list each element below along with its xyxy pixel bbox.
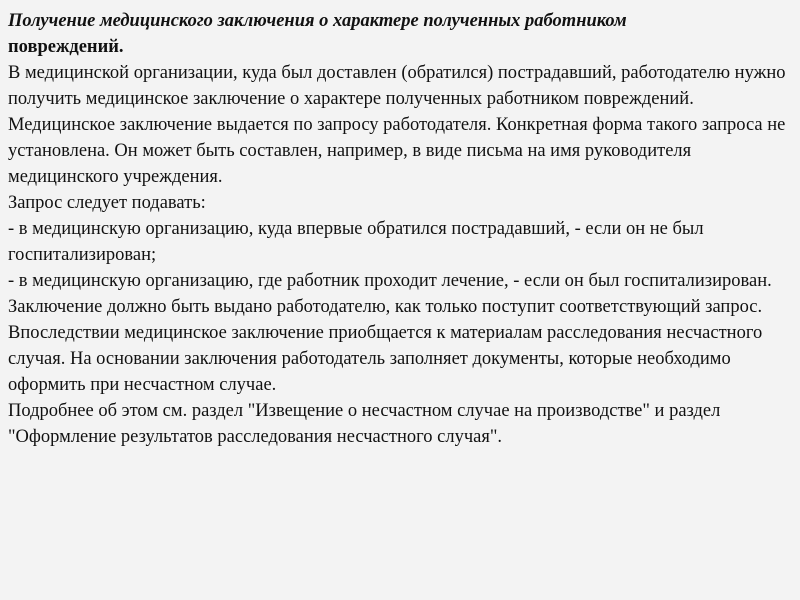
paragraph-investigation: Впоследствии медицинское заключение приобщается к материалам расследования несчастного случая. На основании заключения работодатель заполняет документы, которые необходимо оформить при несчастном случае. xyxy=(8,323,763,395)
list-item-not-hospitalized: - в медицинскую организацию, куда впервые обратился пострадавший, - если он не был госпитализирован; xyxy=(8,219,704,265)
paragraph-issue-conclusion: Заключение должно быть выдано работодателю, как только поступит соответствующий запрос. xyxy=(8,297,763,317)
paragraph-medical-organization: В медицинской организации, куда был доставлен (обратился) пострадавший, работодателю нужно получить медицинское заключение о характере полученных работником повреждений. xyxy=(8,63,786,109)
paragraph-see-also: Подробнее об этом см. раздел "Извещение о несчастном случае на производстве" и раздел "Оформление результатов расследования несчастного случая". xyxy=(8,401,721,447)
list-item-hospitalized: - в медицинскую организацию, где работник проходит лечение, - если он был госпитализирован. xyxy=(8,271,772,291)
document-title xyxy=(8,8,792,60)
title-italic-part: Получение медицинского заключения о характере полученных работником xyxy=(8,11,627,31)
title-rest-part: повреждений. xyxy=(8,37,124,57)
paragraph-request-submit: Запрос следует подавать: xyxy=(8,193,206,213)
document-body xyxy=(8,8,792,450)
paragraph-request-form: Медицинское заключение выдается по запросу работодателя. Конкретная форма такого запроса не установлена. Он может быть составлен, например, в виде письма на имя руководителя медицинского учреждения. xyxy=(8,115,786,187)
